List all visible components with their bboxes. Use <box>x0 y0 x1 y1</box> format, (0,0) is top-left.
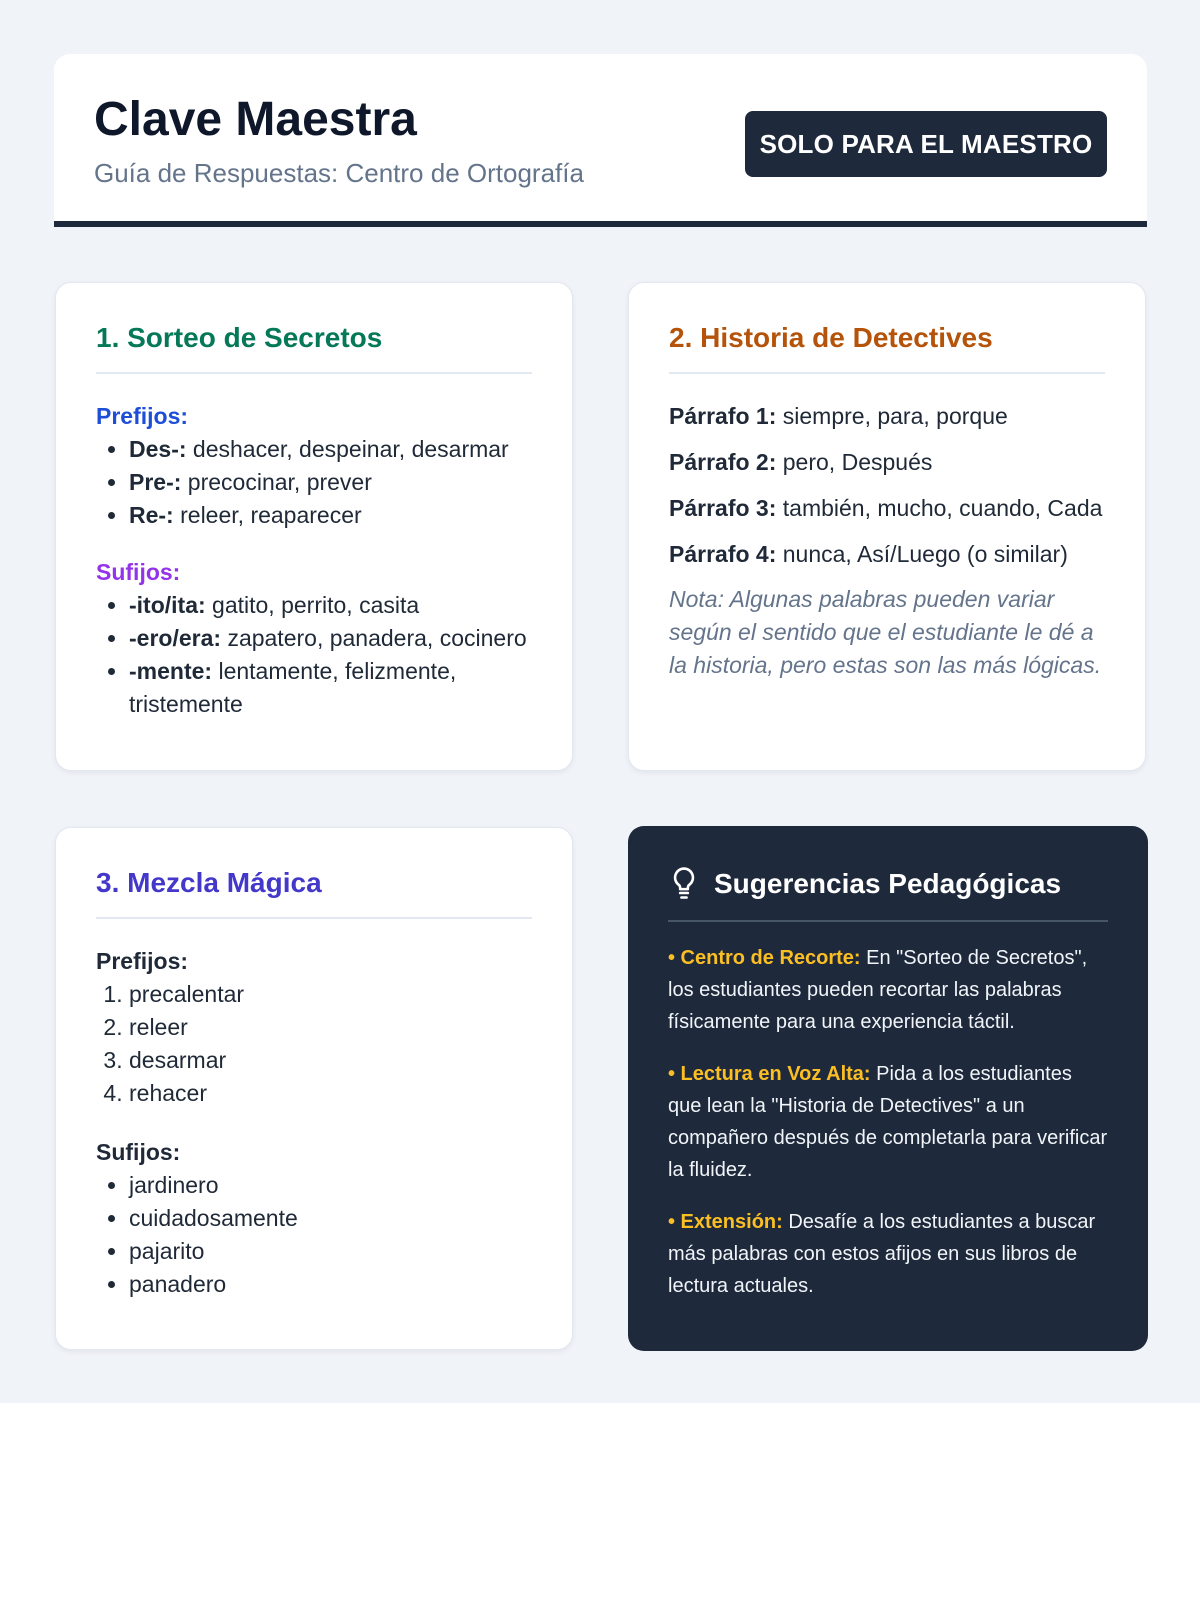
page-title: Clave Maestra <box>94 93 417 146</box>
list-item <box>129 466 532 499</box>
list-item: 4. rehacer <box>129 1077 532 1110</box>
paragraph-key: Párrafo 1: <box>669 402 777 429</box>
tip-text: Pida a los estudiantes que lean la "Historia de Detectives" a un compañero después de completarla para verificar la fluidez. <box>668 1063 1108 1181</box>
prefixes-label: Prefijos: <box>96 402 189 429</box>
teacher-note: Nota: Algunas palabras pueden variar según el sentido que el estudiante le dé a la historia, pero estas son las más lógicas. <box>669 585 1102 678</box>
card-sorteo-de-secretos <box>55 282 573 771</box>
tips-header <box>668 866 1108 922</box>
tip-label: • Lectura en Voz Alta: <box>668 1063 871 1085</box>
tip-label: • Extensión: <box>668 1211 783 1233</box>
list-item <box>129 433 532 466</box>
item-key: Pre-: <box>129 468 182 495</box>
tip-item <box>668 942 1108 1038</box>
item-key: -ero/era: <box>129 624 222 651</box>
paragraph-words: siempre, para, porque <box>782 402 1008 429</box>
item-key: -mente: <box>129 657 213 684</box>
page-header <box>54 54 1147 227</box>
paragraph-words: pero, Después <box>782 448 933 475</box>
card-title: 2. Historia de Detectives <box>669 323 1105 374</box>
item-words: releer, reaparecer <box>180 501 362 528</box>
lightbulb-icon <box>668 866 700 902</box>
tip-item <box>668 1058 1108 1186</box>
tip-text: En "Sorteo de Secretos", los estudiantes pueden recortar las palabras físicamente para una experiencia táctil. <box>668 947 1088 1033</box>
paragraph-answer <box>669 400 1105 433</box>
list-item: • panadero <box>129 1268 532 1301</box>
paragraph-answer <box>669 446 1105 479</box>
suffixes-list <box>129 589 532 721</box>
list-item <box>129 622 532 655</box>
item-words: lentamente, felizmente, tristemente <box>129 657 457 717</box>
list-item: 1. precalentar <box>129 978 532 1011</box>
suffixes-label: Sufijos: <box>96 1138 181 1165</box>
paragraph-key: Párrafo 2: <box>669 448 777 475</box>
tips-title: Sugerencias Pedagógicas <box>714 868 1062 899</box>
tip-item <box>668 1206 1108 1302</box>
item-key: -ito/ita: <box>129 591 206 618</box>
paragraph-words: también, mucho, cuando, Cada <box>782 494 1103 521</box>
prefixes-list <box>129 433 532 532</box>
suffixes-list <box>129 1169 532 1301</box>
paragraph-words: nunca, Así/Luego (o similar) <box>782 540 1068 567</box>
list-item <box>129 499 532 532</box>
list-item: • cuidadosamente <box>129 1202 532 1235</box>
item-words: gatito, perrito, casita <box>212 591 420 618</box>
tip-text: Desafíe a los estudiantes a buscar más palabras con estos afijos en sus libros de lectura actuales. <box>668 1211 1096 1297</box>
item-words: zapatero, panadera, cocinero <box>227 624 527 651</box>
teacher-only-badge: SOLO PARA EL MAESTRO <box>745 111 1107 177</box>
prefixes-label: Prefijos: <box>96 947 189 974</box>
list-item: 2. releer <box>129 1011 532 1044</box>
list-item <box>129 589 532 622</box>
list-item: • jardinero <box>129 1169 532 1202</box>
item-words: precocinar, prever <box>187 468 372 495</box>
card-title: 1. Sorteo de Secretos <box>96 323 532 374</box>
item-words: deshacer, despeinar, desarmar <box>192 435 509 462</box>
prefixes-list <box>129 978 532 1110</box>
paragraph-answer <box>669 492 1105 525</box>
paragraph-key: Párrafo 4: <box>669 540 777 567</box>
tip-label: • Centro de Recorte: <box>668 947 861 969</box>
list-item: • pajarito <box>129 1235 532 1268</box>
suffixes-label: Sufijos: <box>96 558 181 585</box>
paragraph-key: Párrafo 3: <box>669 494 777 521</box>
pedagogical-tips-panel <box>628 826 1148 1351</box>
card-title: 3. Mezcla Mágica <box>96 868 532 919</box>
list-item: 3. desarmar <box>129 1044 532 1077</box>
card-mezcla-magica <box>55 827 573 1350</box>
paragraph-answer <box>669 538 1105 571</box>
list-item <box>129 655 532 721</box>
page-subtitle: Guía de Respuestas: Centro de Ortografía <box>94 158 584 188</box>
item-key: Re-: <box>129 501 174 528</box>
card-historia-de-detectives <box>628 282 1146 771</box>
item-key: Des-: <box>129 435 187 462</box>
